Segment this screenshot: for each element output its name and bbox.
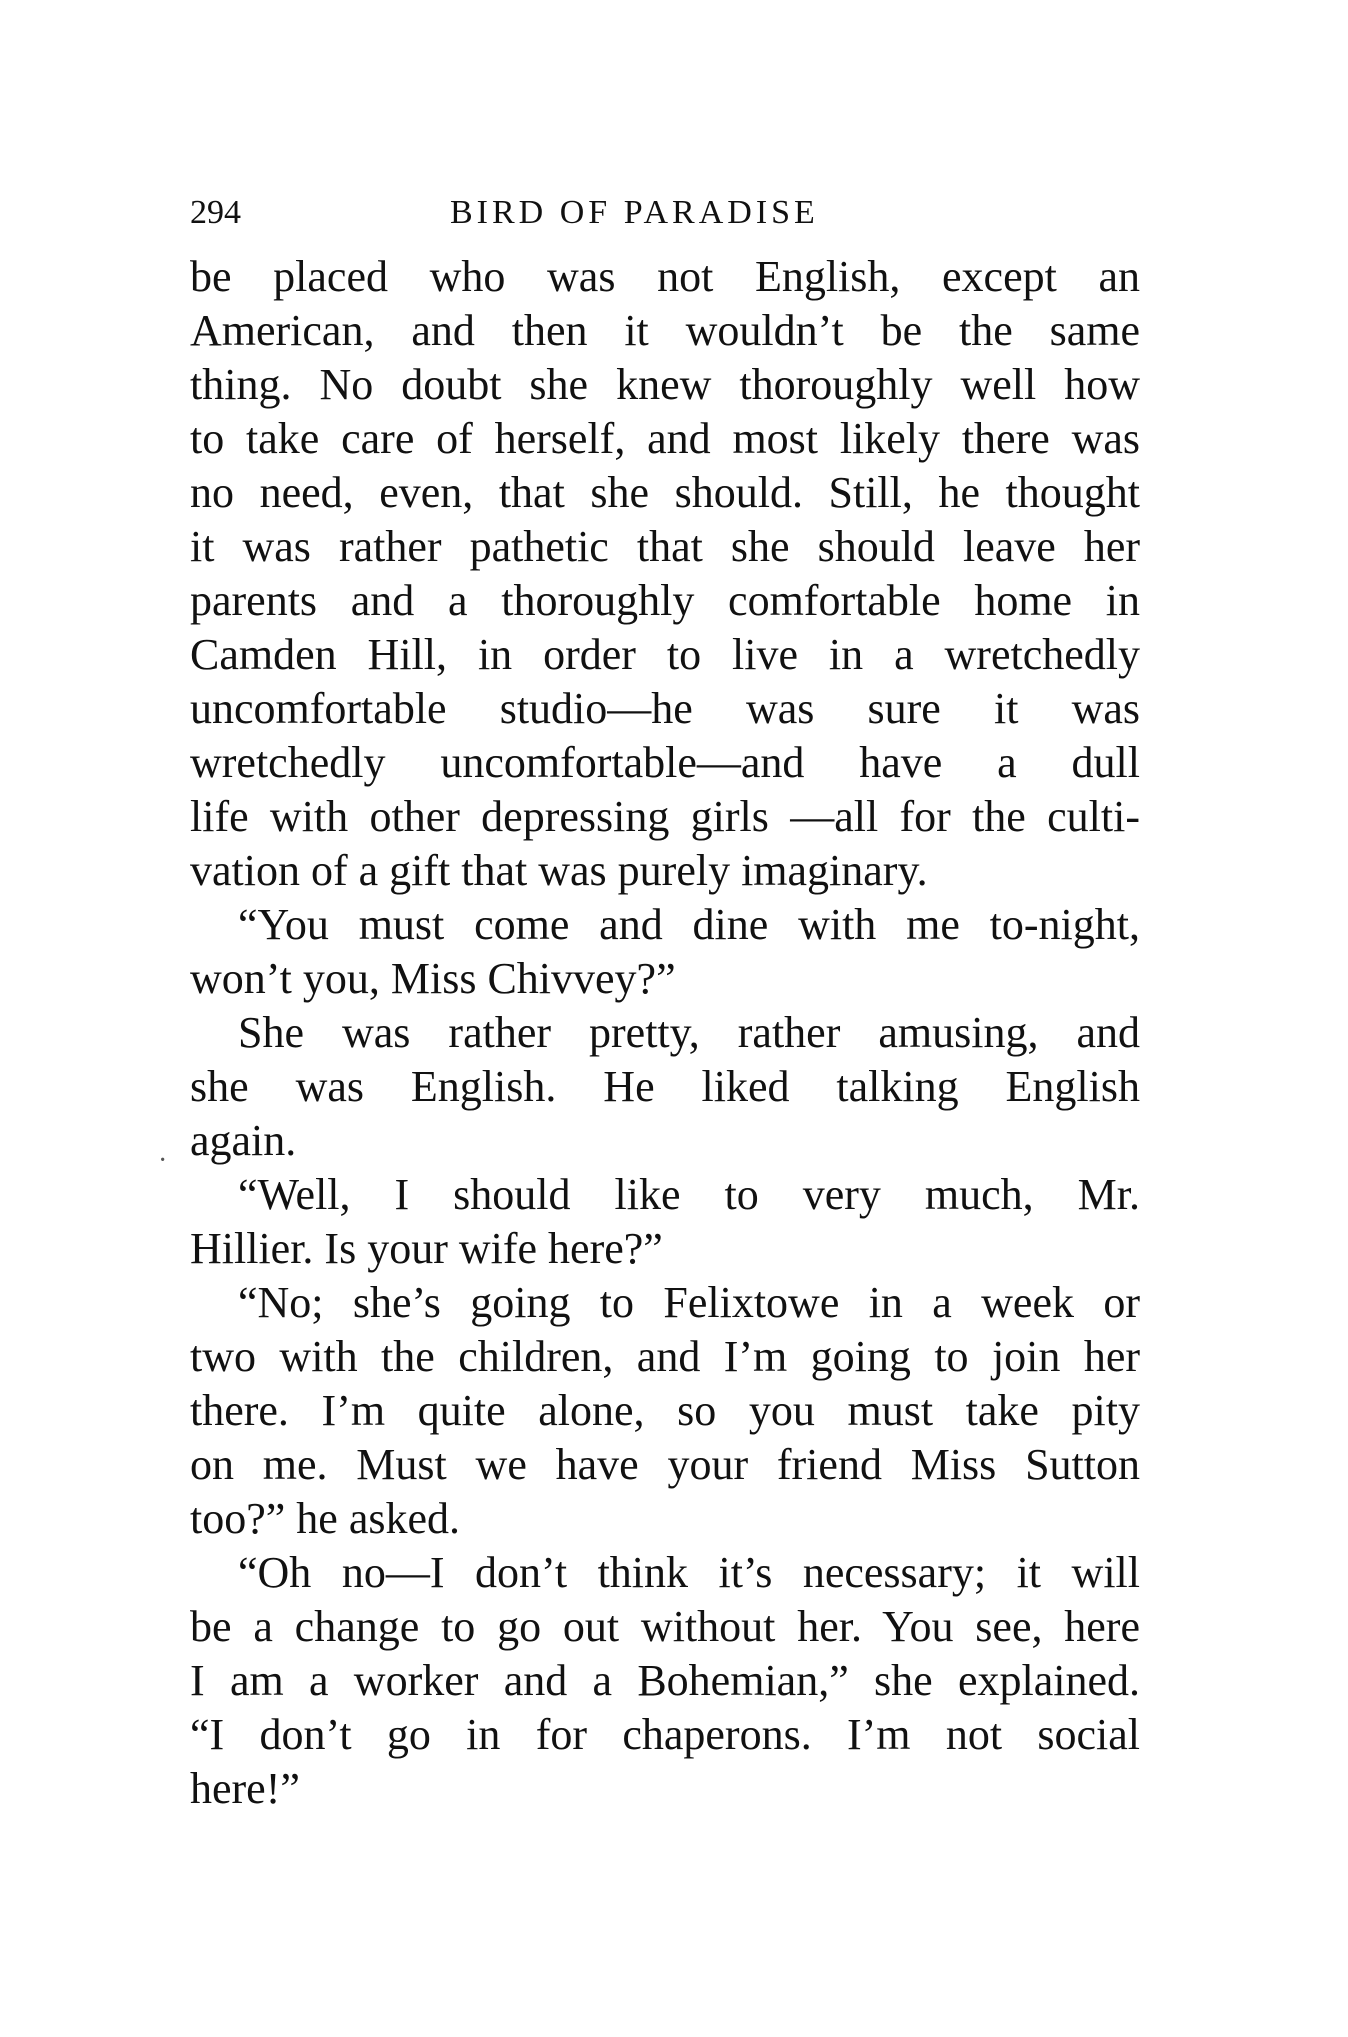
text-line: “No; she’s going to Felixtowe in a week or bbox=[238, 1278, 1140, 1327]
text-line: it was rather pathetic that she should leave her bbox=[190, 522, 1140, 571]
text-line: “You must come and dine with me to-night, bbox=[238, 900, 1140, 949]
text-line: Hillier. Is your wife here?” bbox=[190, 1224, 663, 1273]
text-line: won’t you, Miss Chivvey?” bbox=[190, 954, 676, 1003]
text-line: be placed who was not English, except an bbox=[190, 252, 1140, 301]
text-line: she was English. He liked talking English bbox=[190, 1062, 1140, 1111]
text-line: be a change to go out without her. You see, here bbox=[190, 1602, 1140, 1651]
text-line: “I don’t go in for chaperons. I’m not social bbox=[190, 1710, 1140, 1759]
text-line: there. I’m quite alone, so you must take pity bbox=[190, 1386, 1140, 1435]
text-line: parents and a thoroughly comfortable home in bbox=[190, 576, 1140, 625]
text-line: too?” he asked. bbox=[190, 1494, 460, 1543]
text-line: vation of a gift that was purely imaginary. bbox=[190, 846, 928, 895]
text-line: here!” bbox=[190, 1764, 300, 1813]
text-line: again. bbox=[190, 1116, 297, 1165]
page-number: 294 bbox=[190, 194, 241, 231]
text-line: thing. No doubt she knew thoroughly well how bbox=[190, 360, 1140, 409]
running-title: BIRD OF PARADISE bbox=[450, 194, 819, 231]
text-line: American, and then it wouldn’t be the same bbox=[190, 306, 1140, 355]
text-line: on me. Must we have your friend Miss Sutton bbox=[190, 1440, 1140, 1489]
text-line: life with other depressing girls —all for the culti- bbox=[190, 792, 1140, 841]
text-line: She was rather pretty, rather amusing, and bbox=[238, 1008, 1140, 1057]
text-line: I am a worker and a Bohemian,” she explained. bbox=[190, 1656, 1140, 1705]
text-line: to take care of herself, and most likely there was bbox=[190, 414, 1140, 463]
text-line: no need, even, that she should. Still, he thought bbox=[190, 468, 1140, 517]
text-line: uncomfortable studio—he was sure it was bbox=[190, 684, 1140, 733]
text-line: two with the children, and I’m going to join her bbox=[190, 1332, 1140, 1381]
text-line: wretchedly uncomfortable—and have a dull bbox=[190, 738, 1140, 787]
text-line: “Oh no—I don’t think it’s necessary; it will bbox=[238, 1548, 1140, 1597]
text-line: “Well, I should like to very much, Mr. bbox=[238, 1170, 1140, 1219]
margin-speck: · bbox=[158, 1145, 168, 1176]
running-head bbox=[190, 188, 1140, 238]
body-text bbox=[190, 250, 1140, 1816]
text-line: Camden Hill, in order to live in a wretchedly bbox=[190, 630, 1140, 679]
